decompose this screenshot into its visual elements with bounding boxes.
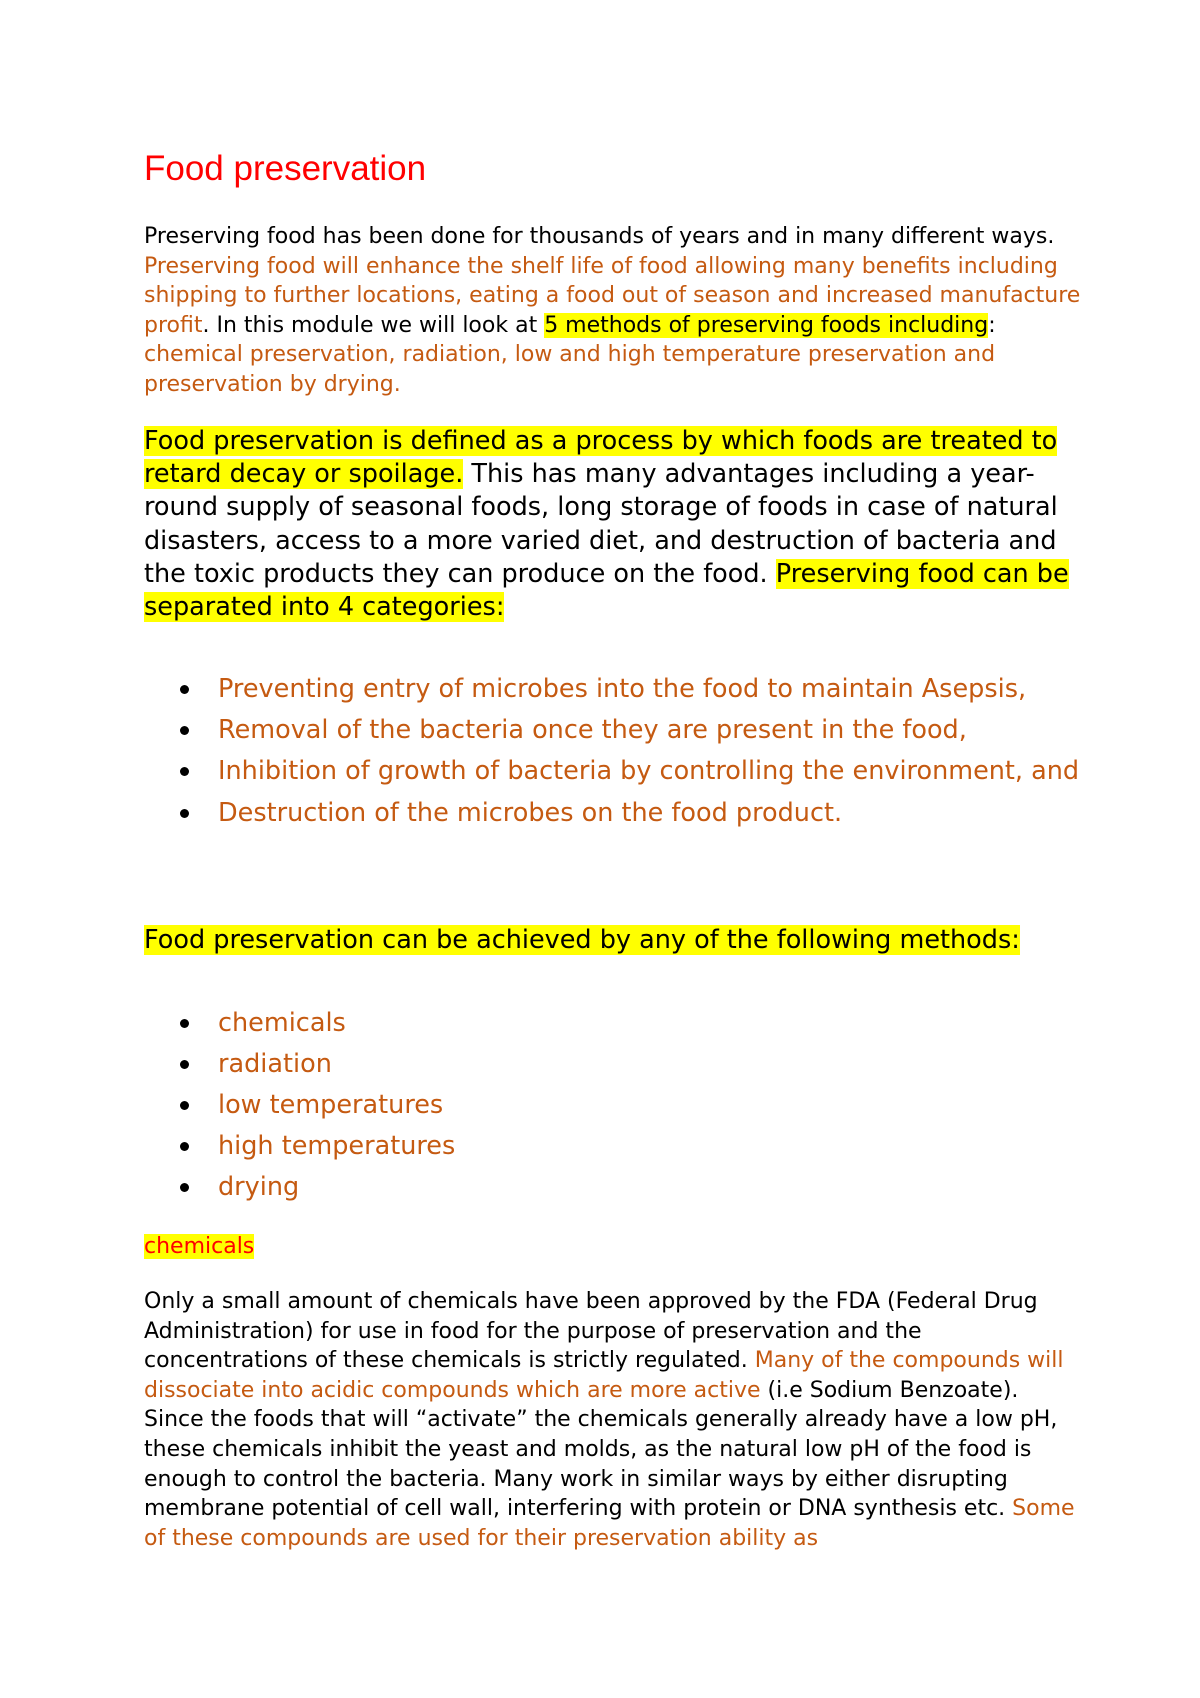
list-item-text: high temperatures xyxy=(218,1131,456,1161)
intro-text-2: Preserving food will enhance the shelf life of food allowing many benefits including shipping to further locations, eating a food out of season and increased manufacture profit xyxy=(144,253,1081,338)
chemicals-text-1: Only a small amount of chemicals have been approved by the FDA (Federal Drug Administration) for use in food for the purpose of preservation and the concentrations of these chemicals is strictly regulated. xyxy=(144,1289,1038,1374)
bullet-icon xyxy=(180,685,189,694)
bullet-icon xyxy=(180,1101,189,1110)
page-title: Food preservation xyxy=(144,149,427,188)
chemicals-text-3: (i.e Sodium Benzoate). Since the foods that will “activate” the chemicals generally already have a low pH, these chemicals inhibit the yeast and molds, as the natural low pH of the food is enough to control the bacteria. Many work in similar ways by either disrupting membrane potential of cell wall, interfering with protein or DNA synthesis etc. xyxy=(144,1377,1058,1522)
methods-paragraph xyxy=(144,924,1084,957)
section-heading-chemicals xyxy=(144,1232,254,1262)
bullet-icon xyxy=(180,1019,189,1028)
list-item-text: chemicals xyxy=(218,1008,346,1038)
list-item xyxy=(144,1048,1084,1081)
bullet-icon xyxy=(180,809,189,818)
intro-paragraph xyxy=(144,222,1084,400)
chemicals-text-2: Many of the compounds will dissociate into acidic compounds which are more active xyxy=(144,1348,1064,1403)
intro-text-3: . In this module we will look at xyxy=(202,312,545,338)
list-item xyxy=(144,755,1084,788)
list-item xyxy=(144,714,1084,747)
categories-highlight: Preserving food can be separated into 4 categories: xyxy=(144,558,1069,623)
bullet-icon xyxy=(180,1183,189,1192)
list-item-text: drying xyxy=(218,1172,300,1202)
list-item-text: Preventing entry of microbes into the food to maintain Asepsis, xyxy=(218,674,1027,704)
definition-highlight: Food preservation is defined as a process by which foods are treated to retard decay or spoilage. xyxy=(144,426,1058,490)
list-item-text: Inhibition of growth of bacteria by controlling the environment, and xyxy=(218,756,1080,787)
bullet-icon xyxy=(180,1060,189,1069)
chemicals-paragraph xyxy=(144,1287,1084,1553)
list-item-text: radiation xyxy=(218,1049,332,1079)
categories-list xyxy=(144,673,1084,838)
chemicals-text-4: Some of these compounds are used for their preservation ability as xyxy=(144,1496,1075,1551)
list-item xyxy=(144,1089,1084,1122)
methods-highlight: Food preservation can be achieved by any of the following methods: xyxy=(144,925,1020,955)
section-heading-text: chemicals xyxy=(144,1234,255,1259)
list-item xyxy=(144,1007,1084,1040)
bullet-icon xyxy=(180,1142,189,1151)
list-item xyxy=(144,797,1084,830)
list-item-text: Destruction of the microbes on the food product. xyxy=(218,797,843,828)
list-item-text: low temperatures xyxy=(218,1090,444,1120)
list-item-text: Removal of the bacteria once they are present in the food, xyxy=(218,715,967,746)
bullet-icon xyxy=(180,726,189,735)
list-item xyxy=(144,1171,1084,1204)
list-item xyxy=(144,673,1084,706)
intro-text-1: Preserving food has been done for thousands of years and in many different ways. xyxy=(144,224,1055,249)
intro-text-5: : xyxy=(988,312,996,338)
methods-list xyxy=(144,1007,1084,1212)
list-item xyxy=(144,1130,1084,1163)
definition-text: This has many advantages including a year-round supply of seasonal foods, long storage of foods in case of natural disasters, access to a more varied diet, and destruction of bacteria and the toxic products they can produce on the food. xyxy=(144,459,1058,589)
intro-text-6: chemical preservation, radiation, low and high temperature preservation and preservation by drying. xyxy=(144,342,996,397)
definition-paragraph xyxy=(144,425,1084,624)
intro-highlight: 5 methods of preserving foods including xyxy=(544,312,989,338)
bullet-icon xyxy=(180,767,189,776)
